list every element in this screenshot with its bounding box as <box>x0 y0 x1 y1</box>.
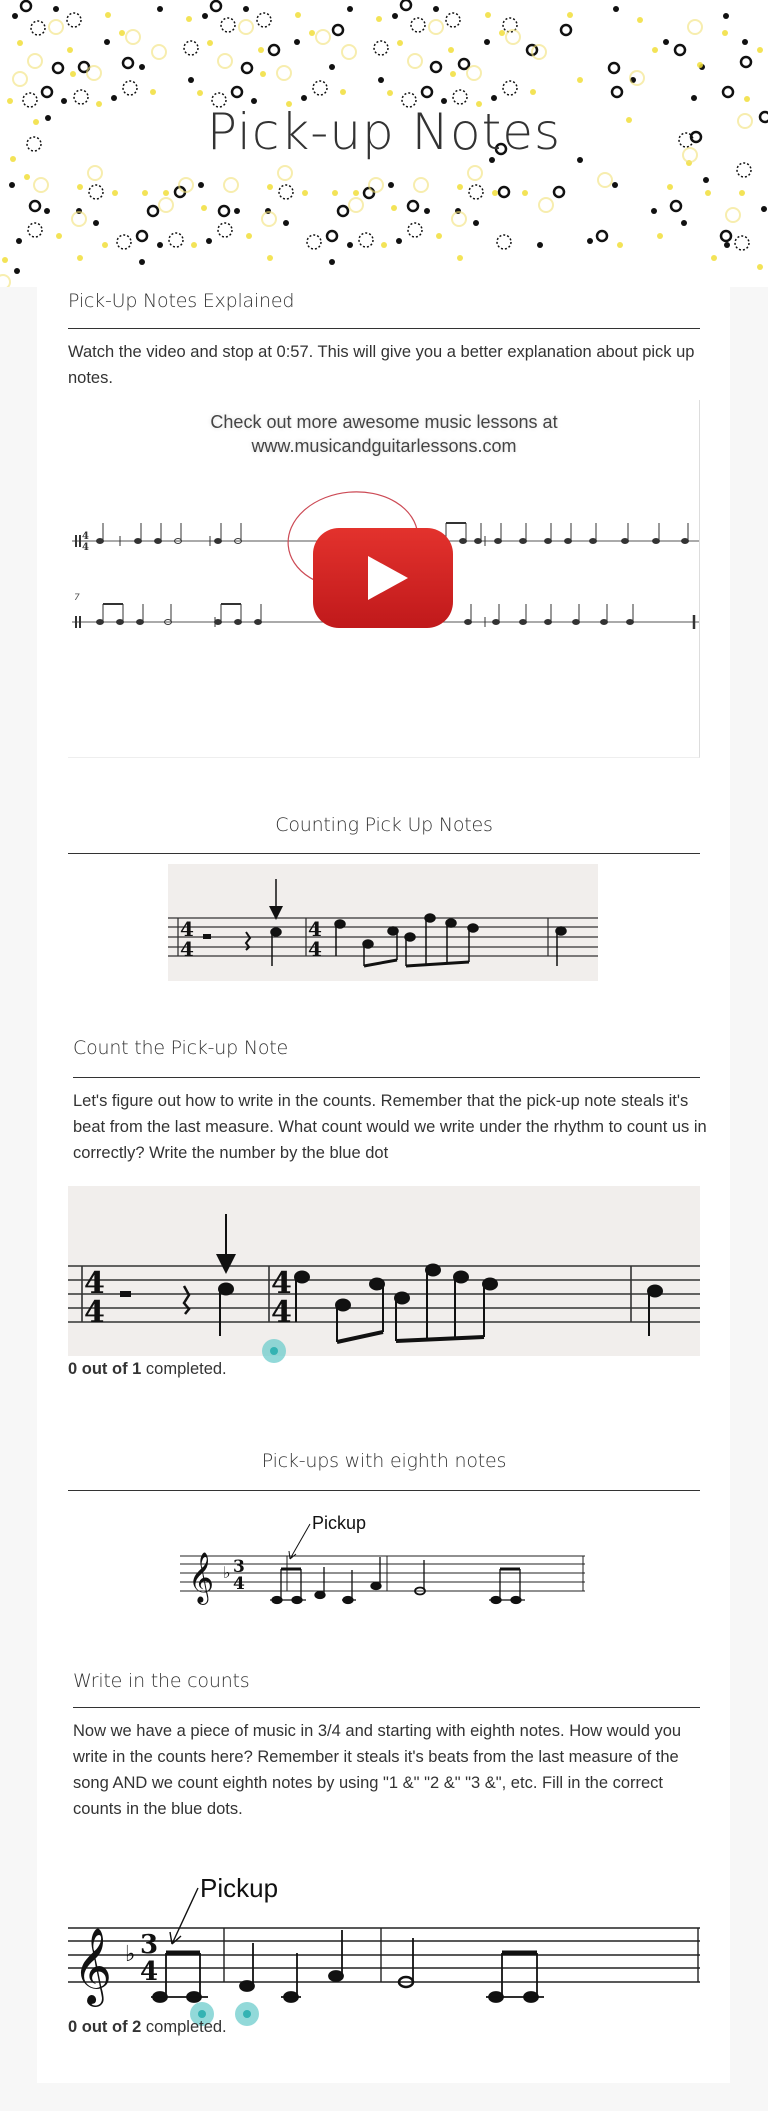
pickup-label: Pickup <box>312 1513 367 1533</box>
completion-label: completed. <box>141 1360 227 1378</box>
svg-text:3: 3 <box>233 1557 245 1577</box>
write-counts-text: Now we have a piece of music in 3/4 and starting with eighth notes. How would you write in the counts here? Remember it steals it's beats from the last measure of the song AND we count eighth notes by using "1 &" "2 &" "3 &", etc. Fill in the correct counts in the blue dots. <box>73 1722 682 1818</box>
header-banner <box>0 0 768 287</box>
answer-dot-1[interactable] <box>262 1339 286 1363</box>
section-divider <box>68 328 700 329</box>
section-divider <box>68 1490 700 1491</box>
staff-notation-4-4-large <box>68 1186 700 1356</box>
write-counts-image <box>68 1850 700 2022</box>
staff-notation-3-4-large <box>68 1850 700 2022</box>
section-divider <box>68 853 700 854</box>
svg-text:3: 3 <box>140 1930 159 1960</box>
counting-pickup-image <box>168 864 598 981</box>
section-title-explained: Pick-Up Notes Explained <box>68 290 295 312</box>
svg-text:4: 4 <box>271 1266 292 1301</box>
svg-text:4: 4 <box>233 1574 245 1594</box>
staff-notation-4-4 <box>168 864 598 981</box>
youtube-play-button[interactable] <box>313 528 453 628</box>
pickup-label-large: Pickup <box>200 1873 279 1903</box>
count-pickup-text: Let's figure out how to write in the counts. Remember that the pick-up note steals it's beat from the last measure. What count would we write under the rhythm to count us in correctly? Write the number by the blue dot <box>73 1092 707 1162</box>
video-embed[interactable] <box>68 400 700 758</box>
svg-text:𝄞: 𝄞 <box>188 1552 215 1603</box>
svg-text:4: 4 <box>82 542 89 553</box>
svg-text:♭: ♭ <box>125 1942 136 1967</box>
section-divider <box>73 1077 700 1078</box>
section-divider <box>73 1707 700 1708</box>
svg-text:4: 4 <box>308 937 322 961</box>
completion-status <box>68 2018 227 2037</box>
svg-text:4: 4 <box>84 1266 105 1301</box>
eighth-pickup-image <box>180 1500 590 1610</box>
svg-text:7: 7 <box>74 593 80 603</box>
video-caption-line2: www.musicandguitarlessons.com <box>251 436 517 456</box>
section-title-write-counts: Write in the counts <box>73 1670 250 1692</box>
completion-label: completed. <box>141 2018 227 2036</box>
svg-text:4: 4 <box>308 917 322 941</box>
explained-text: Watch the video and stop at 0:57. This will give you a better explanation about pick up notes. <box>68 343 695 387</box>
svg-text:4: 4 <box>180 917 194 941</box>
section-title-count-pickup: Count the Pick-up Note <box>73 1037 289 1059</box>
svg-text:4: 4 <box>82 531 89 542</box>
svg-text:4: 4 <box>140 1957 159 1987</box>
completion-status <box>68 1360 227 1379</box>
answer-dot-2[interactable] <box>235 2002 259 2026</box>
svg-text:𝄞: 𝄞 <box>73 1927 113 2004</box>
count-pickup-image <box>68 1186 700 1356</box>
video-caption-line1: Check out more awesome music lessons at <box>210 412 558 432</box>
svg-text:4: 4 <box>271 1295 292 1330</box>
section-title-eighth-pickups: Pick-ups with eighth notes <box>261 1450 507 1472</box>
completion-count: 0 out of 1 <box>68 1360 142 1378</box>
svg-text:4: 4 <box>180 937 194 961</box>
completion-count: 0 out of 2 <box>68 2018 142 2036</box>
page-title: Pick-up Notes <box>206 103 562 161</box>
section-title-counting: Counting Pick Up Notes <box>275 814 493 836</box>
svg-text:♭: ♭ <box>223 1563 231 1582</box>
staff-notation-3-4 <box>180 1500 590 1610</box>
svg-text:4: 4 <box>84 1295 105 1330</box>
